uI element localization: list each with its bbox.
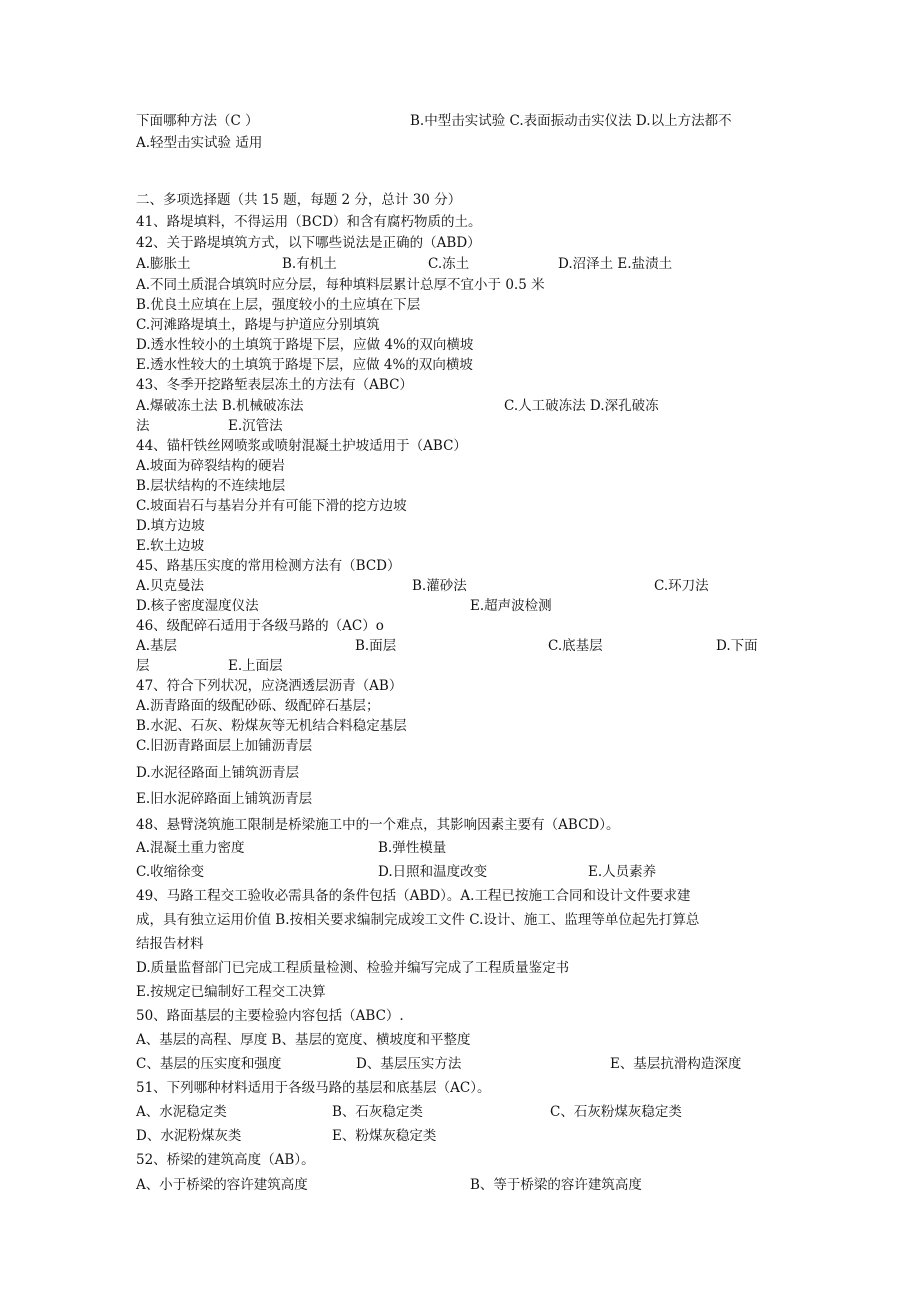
q47-option-a: A.沥青路面的级配砂砾、级配碎石基层； [136, 698, 380, 714]
q47-option-e: E.旧水泥碎路面上铺筑沥青层 [136, 791, 313, 807]
q46-option-e: E.上面层 [228, 658, 283, 674]
q45-option-b: B.灌砂法 [412, 578, 467, 594]
q51-option-e: E、粉煤灰稳定类 [332, 1128, 437, 1144]
q42-option-c: C.河滩路堤填土，路堤与护道应分别填筑 [136, 317, 380, 333]
q49-stem-line-2: 成，具有独立运用价值 B.按相关要求编制完成竣工文件 C.设计、施工、监理等单位起先打算总 [136, 912, 700, 928]
q49-stem-line-3: 结报告材料 [136, 936, 204, 952]
q46-stem: 46、级配碎石适用于各级马路的（AC）o [136, 618, 384, 634]
q47-stem: 47、符合下列状况，应浇洒透层沥青（AB） [136, 678, 403, 694]
q52-option-b: B、等于桥梁的容许建筑高度 [470, 1177, 642, 1193]
q44-option-e: E.软土边坡 [136, 538, 205, 554]
q45-option-d: D.核子密度湿度仪法 [136, 598, 259, 614]
q45-option-a: A.贝克曼法 [136, 578, 205, 594]
q42-option-d: D.透水性较小的土填筑于路堤下层，应做 4%的双向横坡 [136, 337, 474, 353]
q43-stem: 43、冬季开挖路堑表层冻土的方法有（ABC） [136, 377, 413, 393]
q51-option-a: A、水泥稳定类 [136, 1104, 227, 1120]
q40-options-bcd: B.中型击实试验 C.表面振动击实仪法 D.以上方法都不 [410, 113, 732, 129]
q45-option-c: C.环刀法 [654, 578, 709, 594]
q40-stem: 下面哪种方法（C ） [136, 113, 259, 129]
q41-option-a: A.膨胀土 [136, 256, 191, 272]
q41-option-c: C.冻土 [428, 256, 470, 272]
q42-option-a: A.不同土质混合填筑时应分层，每种填料层累计总厚不宜小于 0.5 米 [136, 277, 545, 293]
q43-options-cd: C.人工破冻法 D.深孔破冻 [504, 398, 659, 414]
q47-option-b: B.水泥、石灰、粉煤灰等无机结合料稳定基层 [136, 718, 407, 734]
q51-stem: 51、下列哪种材料适用于各级马路的基层和底基层（AC）。 [136, 1080, 491, 1096]
q49-stem-line-1: 49、马路工程交工验收必需具备的条件包括（ABD）。A.工程已按施工合同和设计文件要求建 [136, 888, 691, 904]
q43-option-d-tail: 法 [136, 418, 150, 434]
q45-option-e: E.超声波检测 [470, 598, 552, 614]
q46-option-b: B.面层 [355, 638, 397, 654]
q44-option-d: D.填方边坡 [136, 518, 205, 534]
q48-option-c: C.收缩徐变 [136, 864, 205, 880]
q52-stem: 52、桥梁的建筑高度（AB）。 [136, 1152, 315, 1168]
q50-stem: 50、路面基层的主要检验内容包括（ABC）. [136, 1008, 404, 1024]
q41-option-b: B.有机土 [282, 256, 337, 272]
q46-option-a: A.基层 [136, 638, 178, 654]
q51-option-b: B、石灰稳定类 [332, 1104, 423, 1120]
q48-option-a: A.混凝土重力密度 [136, 840, 245, 856]
q42-stem: 42、关于路堤填筑方式，以下哪些说法是正确的（ABD） [136, 235, 481, 251]
q50-options-ab: A、基层的高程、厚度 B、基层的宽度、横坡度和平整度 [136, 1032, 471, 1048]
q50-option-d: D、基层压实方法 [356, 1056, 462, 1072]
section-heading: 二、多项选择题（共 15 题，每题 2 分，总计 30 分） [136, 192, 462, 208]
q50-option-c: C、基层的压实度和强度 [136, 1056, 282, 1072]
q44-option-a: A.坡面为碎裂结构的硬岩 [136, 458, 286, 474]
q48-stem: 48、悬臂浇筑施工限制是桥梁施工中的一个难点，其影响因素主要有（ABCD）。 [136, 817, 620, 833]
q42-option-b: B.优良土应填在上层，强度较小的土应填在下层 [136, 297, 421, 313]
q52-option-a: A、小于桥梁的容许建筑高度 [136, 1177, 308, 1193]
q51-option-c: C、石灰粉煤灰稳定类 [550, 1104, 682, 1120]
q41-option-de: D.沼泽土 E.盐渍土 [558, 256, 673, 272]
q43-option-e: E.沉管法 [228, 418, 283, 434]
q46-option-d: D.下面 [716, 638, 758, 654]
q48-option-b: B.弹性模量 [378, 840, 447, 856]
q48-option-d: D.日照和温度改变 [378, 864, 488, 880]
q49-option-d: D.质量监督部门已完成工程质量检测、检验并编写完成了工程质量鉴定书 [136, 960, 570, 976]
q48-option-e: E.人员素养 [588, 864, 657, 880]
q51-option-d: D、水泥粉煤灰类 [136, 1128, 242, 1144]
q47-option-c: C.旧沥青路面层上加铺沥青层 [136, 738, 313, 754]
q44-option-b: B.层状结构的不连续地层 [136, 478, 286, 494]
q47-option-d: D.水泥径路面上铺筑沥青层 [136, 765, 300, 781]
q50-option-e: E、基层抗滑构造深度 [610, 1056, 742, 1072]
q46-option-c: C.底基层 [548, 638, 603, 654]
q40-option-a: A.轻型击实试验 适用 [136, 135, 263, 151]
q45-stem: 45、路基压实度的常用检测方法有（BCD） [136, 558, 401, 574]
q43-options-ab: A.爆破冻土法 B.机械破冻法 [136, 398, 304, 414]
q44-option-c: C.坡面岩石与基岩分并有可能下滑的挖方边坡 [136, 498, 407, 514]
q41-stem: 41、路堤填料，不得运用（BCD）和含有腐朽物质的土。 [136, 214, 482, 230]
q42-option-e: E.透水性较大的土填筑于路堤下层，应做 4%的双向横坡 [136, 357, 473, 373]
q46-option-d-tail: 层 [136, 658, 150, 674]
q49-option-e: E.按规定已编制好工程交工决算 [136, 984, 326, 1000]
q44-stem: 44、锚杆铁丝网喷浆或喷射混凝土护坡适用于（ABC） [136, 438, 467, 454]
